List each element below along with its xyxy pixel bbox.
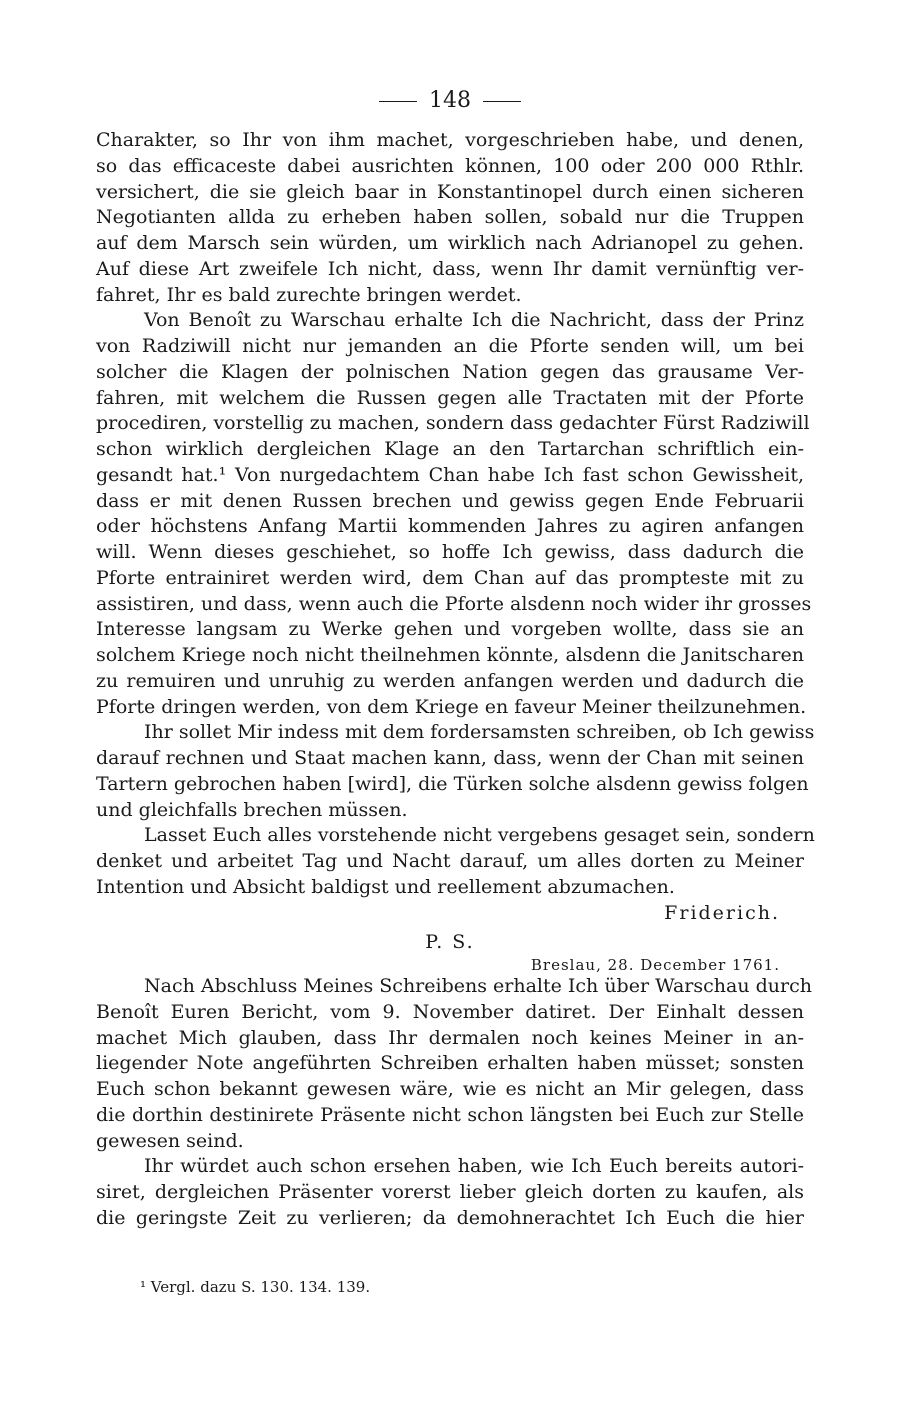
- text-line: Charakter, so Ihr von ihm machet, vorgeschrieben habe, und denen,: [96, 129, 804, 151]
- text-line: solchem Kriege noch nicht theilnehmen könnte, alsdenn die Janitscharen: [96, 644, 804, 666]
- text-line: Von Benoît zu Warschau erhalte Ich die Nachricht, dass der Prinz: [144, 309, 804, 332]
- text-line: von Radziwill nicht nur jemanden an die Pforte senden will, um bei: [96, 335, 804, 357]
- text-line: Tartern gebrochen haben [wird], die Türken solche alsdenn gewiss folgen: [96, 772, 809, 795]
- signature: Friderich.: [664, 901, 780, 924]
- postscript-text: [96, 974, 812, 1232]
- text-line: so das efficaceste dabei ausrichten können, 100 oder 200 000 Rthlr.: [96, 154, 804, 177]
- text-line: procediren, vorstellig zu machen, sondern dass gedachter Fürst Radziwill: [96, 412, 810, 435]
- postscript-heading: P. S.: [425, 931, 475, 954]
- text-line: Euch schon bekannt gewesen wäre, wie es nicht an Mir gelegen, dass: [96, 1078, 804, 1100]
- text-line: Pforte entrainiret werden wird, dem Chan auf das prompteste mit zu: [96, 566, 804, 589]
- text-line: Ihr würdet auch schon ersehen haben, wie Ich Euch bereits autori-: [144, 1155, 804, 1178]
- text-line: Interesse langsam zu Werke gehen und vorgeben wollte, dass sie an: [96, 618, 804, 641]
- footnote: ¹ Vergl. dazu S. 130. 134. 139.: [140, 1278, 371, 1296]
- text-line: Pforte dringen werden, von dem Kriege en faveur Meiner theilzunehmen.: [96, 695, 807, 718]
- text-line: Ihr sollet Mir indess mit dem fordersamsten schreiben, ob Ich gewiss: [144, 721, 815, 744]
- text-line: fahret, Ihr es bald zurechte bringen werdet.: [96, 283, 522, 306]
- text-line: machet Mich glauben, dass Ihr dermalen noch keines Meiner in an-: [96, 1026, 804, 1049]
- text-line: zu remuiren und unruhig zu werden anfangen werden und dadurch die: [96, 669, 804, 692]
- page-header: [96, 86, 804, 116]
- text-line: auf dem Marsch sein würden, um wirklich nach Adrianopel zu gehen.: [96, 232, 804, 254]
- text-line: fahren, mit welchem die Russen gegen alle Tractaten mit der Pforte: [96, 386, 804, 409]
- text-line: gesandt hat.¹ Von nurgedachtem Chan habe Ich fast schon Gewissheit,: [96, 463, 804, 486]
- header-rule-left: [379, 101, 417, 102]
- text-line: Benoît Euren Bericht, vom 9. November datiret. Der Einhalt dessen: [96, 1000, 804, 1023]
- text-line: liegender Note angeführten Schreiben erhalten haben müsset; sonsten: [96, 1052, 804, 1075]
- postscript-dateline: Breslau, 28. December 1761.: [530, 956, 780, 974]
- text-line: Auf diese Art zweifele Ich nicht, dass, wenn Ihr damit vernünftig ver-: [96, 257, 804, 280]
- text-line: darauf rechnen und Staat machen kann, dass, wenn der Chan mit seinen: [96, 747, 804, 769]
- text-line: die dorthin destinirete Präsente nicht schon längsten bei Euch zur Stelle: [96, 1103, 804, 1126]
- text-line: Negotianten allda zu erheben haben sollen, sobald nur die Truppen: [96, 206, 804, 229]
- header-rule-right: [483, 101, 521, 102]
- page-number: 148: [429, 88, 471, 113]
- text-line: Lasset Euch alles vorstehende nicht vergebens gesaget sein, sondern: [144, 824, 815, 847]
- text-line: Nach Abschluss Meines Schreibens erhalte Ich über Warschau durch: [144, 975, 812, 997]
- text-line: assistiren, und dass, wenn auch die Pforte alsdenn noch wider ihr grosses: [96, 592, 812, 615]
- text-line: denket und arbeitet Tag und Nacht darauf, um alles dorten zu Meiner: [96, 850, 804, 872]
- text-line: solcher die Klagen der polnischen Nation gegen das grausame Ver-: [96, 360, 804, 383]
- text-line: Intention und Absicht baldigst und reellement abzumachen.: [96, 875, 675, 898]
- page-body: [96, 86, 815, 1232]
- text-line: oder höchstens Anfang Martii kommenden Jahres zu agiren anfangen: [96, 515, 804, 538]
- text-line: die geringste Zeit zu verlieren; da demohnerachtet Ich Euch die hier: [96, 1206, 804, 1229]
- text-line: und gleichfalls brechen müssen.: [96, 798, 408, 821]
- text-line: dass er mit denen Russen brechen und gewiss gegen Ende Februarii: [96, 489, 804, 512]
- letter-text: [96, 128, 815, 901]
- text-line: will. Wenn dieses geschiehet, so hoffe Ich gewiss, dass dadurch die: [96, 541, 804, 563]
- text-line: versichert, die sie gleich baar in Konstantinopel durch einen sicheren: [96, 180, 804, 203]
- text-line: gewesen seind.: [96, 1129, 244, 1152]
- text-line: siret, dergleichen Präsenter vorerst lieber gleich dorten zu kaufen, als: [96, 1181, 804, 1203]
- text-line: schon wirklich dergleichen Klage an den Tartarchan schriftlich ein-: [96, 438, 804, 460]
